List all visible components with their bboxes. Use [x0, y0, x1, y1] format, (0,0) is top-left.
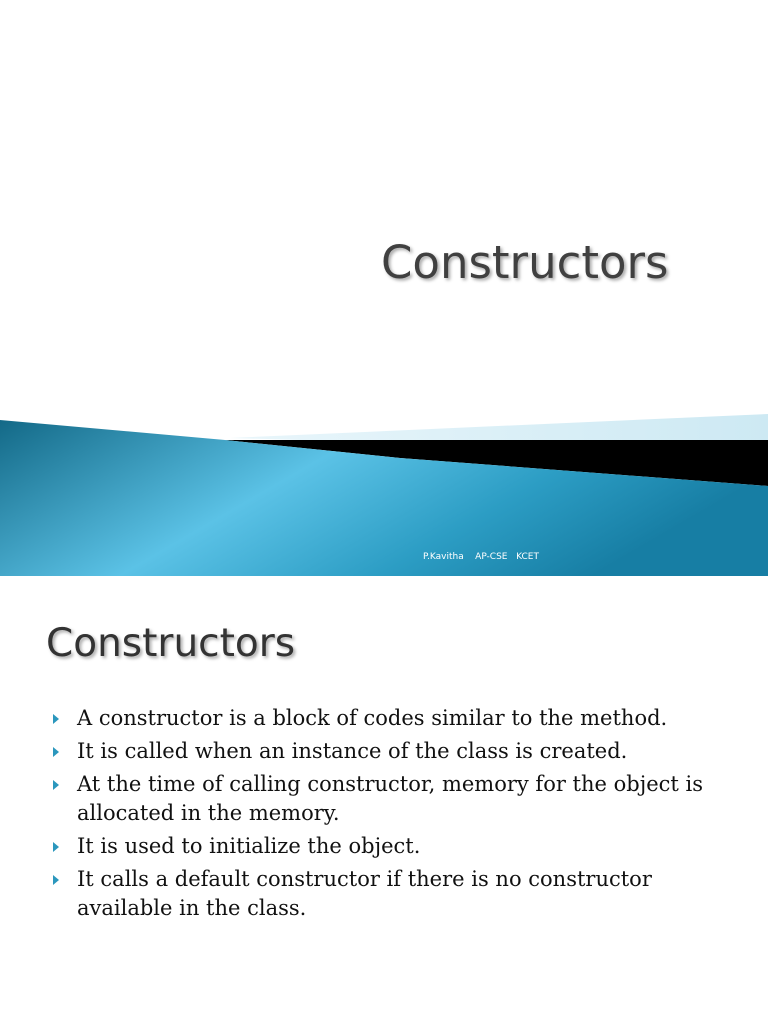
- bullet-text: A constructor is a block of codes similar to the method.: [77, 706, 668, 730]
- slide-title: Constructors: [46, 621, 296, 666]
- triangle-right-icon: [53, 875, 59, 885]
- triangle-right-icon: [53, 842, 59, 852]
- slide-title: Constructors: [381, 236, 669, 289]
- bullet-list: [52, 704, 732, 927]
- bullet-text: It is called when an instance of the class is created.: [77, 739, 628, 763]
- content-slide: [0, 576, 768, 1024]
- triangle-right-icon: [53, 780, 59, 790]
- triangle-right-icon: [53, 714, 59, 724]
- bullet-item: [52, 832, 732, 861]
- footer-author: P.Kavitha AP-CSE KCET: [423, 552, 539, 562]
- bullet-item: [52, 865, 732, 923]
- bullet-item: [52, 704, 732, 733]
- bullet-item: [52, 770, 732, 828]
- triangle-right-icon: [53, 747, 59, 757]
- bullet-text: At the time of calling constructor, memory for the object is allocated in the memory.: [77, 772, 704, 825]
- bullet-text: It calls a default constructor if there is no constructor available in the class.: [77, 867, 652, 920]
- bullet-item: [52, 737, 732, 766]
- bullet-text: It is used to initialize the object.: [77, 834, 421, 858]
- band-highlight: [230, 414, 768, 440]
